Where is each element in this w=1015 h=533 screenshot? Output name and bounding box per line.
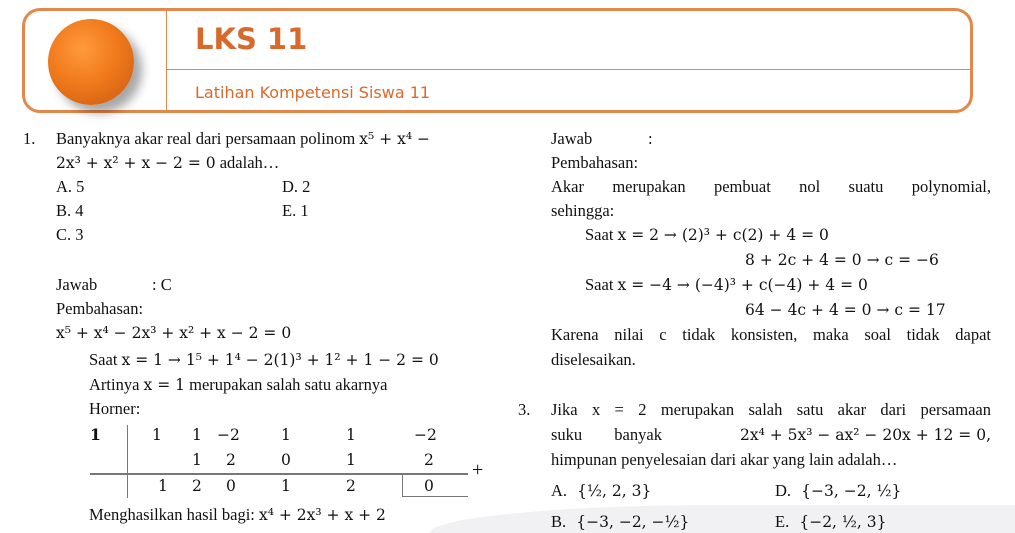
- horner-plus-sign: +: [472, 459, 484, 481]
- horner-cell: 0: [226, 477, 236, 495]
- horner-cell: 1: [158, 477, 168, 495]
- q1-artinya-text: Artinya: [89, 375, 140, 394]
- horner-sum-line: [90, 473, 468, 475]
- q1-saat-label: Saat: [89, 350, 118, 369]
- horner-cell: 0: [281, 451, 291, 469]
- q3-option-d: [775, 482, 901, 500]
- header-divider-horizontal: [166, 69, 970, 70]
- q1-horner-label: Horner:: [89, 399, 141, 418]
- horner-remainder-box: [402, 473, 403, 497]
- horner-remainder-box: [402, 496, 468, 497]
- q1-option-d: D. 2: [282, 177, 311, 196]
- q1-saat-math: x = 1 → 1⁵ + 1⁴ − 2(1)³ + 1² + 1 − 2 = 0: [121, 351, 439, 369]
- q1-answer-value: : C: [152, 275, 172, 294]
- q1-option-e: E. 1: [282, 201, 309, 220]
- horner-cell: −2: [414, 426, 437, 444]
- option-label: E.: [775, 512, 790, 531]
- q3-option-a: [551, 482, 651, 500]
- q2-step1: 8 + 2c + 4 = 0 → c = −6: [745, 251, 939, 269]
- horner-cell: 2: [226, 451, 236, 469]
- q3-option-b: [551, 513, 689, 531]
- q3-option-e: [775, 513, 887, 531]
- q1-saat-line: [89, 351, 439, 369]
- q2-saat1-math: x = 2 → (2)³ + c(2) + 4 = 0: [617, 226, 829, 244]
- page-subtitle: Latihan Kompetensi Siswa 11: [195, 83, 431, 102]
- q1-math: 2x³ + x² + x − 2 = 0: [56, 154, 216, 172]
- horner-divisor: 1: [90, 425, 101, 444]
- q1-discussion-label: Pembahasan:: [56, 299, 144, 318]
- option-value: {−3, −2, −½}: [576, 513, 690, 531]
- q2-saat2-math: x = −4 → (−4)³ + c(−4) + 4 = 0: [617, 276, 868, 294]
- header-divider-vertical: [166, 11, 167, 110]
- q1-option-a: A. 5: [56, 177, 85, 196]
- horner-cell: 1: [192, 426, 202, 444]
- option-label: A.: [551, 481, 568, 500]
- q2-line1: Akar merupakan pembuat nol suatu polynomial,: [551, 177, 991, 196]
- q2-saat1-label: Saat: [585, 225, 614, 244]
- q3-line2-text: suku banyak: [551, 425, 662, 444]
- horner-cell: 2: [192, 477, 202, 495]
- option-value: {−2, ½, 3}: [799, 513, 887, 531]
- q2-saat2-label: Saat: [585, 275, 614, 294]
- horner-cell: 1: [281, 477, 291, 495]
- horner-cell: 2: [424, 451, 434, 469]
- q1-equation: x⁵ + x⁴ − 2x³ + x² + x − 2 = 0: [56, 324, 292, 342]
- horner-cell: 1: [346, 451, 356, 469]
- q1-text-line1: [56, 130, 430, 148]
- horner-cell: 1: [152, 426, 162, 444]
- option-value: {½, 2, 3}: [577, 482, 652, 500]
- q3-line1: Jika x = 2 merupakan salah satu akar dari persamaan: [551, 400, 991, 419]
- q3-number: 3.: [518, 400, 531, 419]
- horner-cell: −2: [217, 426, 240, 444]
- q1-result-line: [89, 506, 386, 524]
- q2-saat1: [585, 226, 829, 244]
- q2-step2: 64 − 4c + 4 = 0 → c = 17: [745, 301, 946, 319]
- q1-artinya-text2: merupakan salah satu akarnya: [189, 375, 388, 394]
- q1-text: Banyaknya akar real dari persamaan polinom: [56, 129, 356, 148]
- horner-cell: 1: [192, 451, 202, 469]
- q1-result-math: x⁴ + 2x³ + x + 2: [259, 506, 386, 524]
- q2-saat2: [585, 276, 868, 294]
- q2-line2: sehingga:: [551, 201, 615, 220]
- page-title: LKS 11: [195, 22, 308, 56]
- horner-cell: 2: [346, 477, 356, 495]
- q1-math: x⁵ + x⁴ −: [359, 130, 430, 148]
- option-label: B.: [551, 512, 567, 531]
- orange-ball-logo: [48, 19, 134, 105]
- horner-cell: 1: [281, 426, 291, 444]
- q1-artinya-math: x = 1: [143, 376, 185, 394]
- q2-discussion-label: Pembahasan:: [551, 153, 639, 172]
- q1-text-line2: [56, 154, 279, 172]
- q2-answer-label: Jawab: [551, 129, 593, 148]
- q1-option-b: B. 4: [56, 201, 84, 220]
- horner-vertical-line: [127, 425, 128, 498]
- q1-text: adalah…: [219, 153, 280, 172]
- horner-cell: 1: [346, 426, 356, 444]
- background-swoosh: [430, 505, 1015, 533]
- horner-cell: 0: [424, 477, 434, 495]
- option-label: D.: [775, 481, 792, 500]
- q1-answer-label: Jawab: [56, 275, 98, 294]
- q1-number: 1.: [23, 129, 36, 148]
- q2-conclusion1: Karena nilai c tidak konsisten, maka soal tidak dapat: [551, 325, 991, 344]
- option-value: {−3, −2, ½}: [801, 482, 902, 500]
- q3-line3: himpunan penyelesaian dari akar yang lain adalah…: [551, 450, 898, 469]
- worksheet-header: [22, 8, 973, 113]
- q3-line2-math: 2x⁴ + 5x³ − ax² − 20x + 12 = 0,: [739, 426, 991, 444]
- q2-answer-value: :: [648, 129, 653, 148]
- q1-option-c: C. 3: [56, 225, 84, 244]
- q2-conclusion2: diselesaikan.: [551, 350, 636, 369]
- q3-line2: [551, 426, 991, 444]
- q1-artinya-line: [89, 376, 387, 394]
- q1-result-text: Menghasilkan hasil bagi:: [89, 505, 255, 524]
